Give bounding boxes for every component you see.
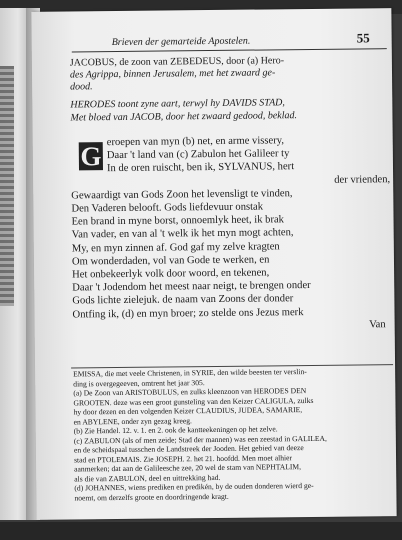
poem-line: Om wonderdaden, vol van Gode te werken, en [71,254,270,268]
footnote-line: stad en PTOLEMAIS. Zie JOSEPH. 2. het 21. hoofdd. Men moet alhier [73,452,293,464]
poem-line: Daar 't Jodendom het meest naar neigt, te brengen onder [72,280,311,294]
poem-line: Daar 't land van (c) Zabulon het Galileer ty [106,148,290,162]
poem-line: Het onbekeerlyk volk door woord, en tekenen, [72,267,270,281]
left-page-illustration [0,66,14,306]
chapter-summary [70,96,390,124]
poem-line: der vrienden, [334,173,391,186]
footnote-line: en ABYLENE, onder zyn gezag kreeg. [73,415,192,426]
summary-line: Met bloed van JACOB, door het zwaard gedood, beklad. [70,109,298,123]
summary-line: HERODES toont zyne aart, terwyl hy DAVIDS STAD, [70,97,285,111]
poem-line: Den Vaderen belooft. Gods liefdevuur onstak [71,201,264,215]
footnote-line: en de scheidspaal tusschen de Landstreek der Jooden. Het gebied van deeze [73,443,304,455]
background-bottom [0,522,402,540]
footnote-line: GROOTEN. deze was een groot gunsteling van den Keizer CALIGULA, zulks [73,395,314,407]
catchword: Van [369,319,386,331]
heading-line: des Agrippa, binnen Jerusalem, met het zwaard ge- [69,67,276,81]
poem-line: Gewaardigt van Gods Zoon het levensligt te vinden, [71,187,293,202]
poem-line: My, en myn zinnen af. God gaf my zelve kragten [71,240,280,255]
poem-line: Ontfing ik, (d) en myn broer; zo stelde ons Jezus merk [72,306,304,321]
heading-line: dood. [70,81,93,93]
running-header: Brieven der gemarteide Apostelen. [111,35,251,49]
footnote-line: noemt, om derzelfs groote en doordringende kragt. [74,491,229,502]
footnote-line: (b) Zie Handel. 12. v. 1. en 2. ook de kantteekeningen op het zelve. [73,424,278,436]
chapter-heading [70,54,390,93]
footnote-line: (d) JOHANNES, wiens prediken en predikén, by de ouden donderen wierd ge- [74,480,314,493]
poem-line: Gods lichte zielejuk. de naam van Zoons der donder [72,293,294,307]
drop-cap: G [80,141,102,172]
footnote-line: EMISSA, die met veele Christenen, in SYRIE, den wilde beesten ter verslin- [73,367,307,379]
footnote-line: hy door dezen en den volgenden Keizer CLAUDIUS, JUDEA, SAMARIE, [73,405,303,417]
poem-line: eroepen van myn (b) net, en arme vissery, [106,135,285,149]
poem [71,133,398,334]
footnote-line: (c) ZABULON (als of men zeide; Stad der mannen) was een zeestad in GALILEA, [73,433,327,445]
footnotes [73,366,396,502]
footnote-line: aanmerken; dat aan de Galileesche zee, 20 wel de stam van NEPHTALIM, [74,462,302,474]
footnote-line: ding is overgegeeven, omtrent het jaar 305. [73,377,205,388]
footnote-line: (a) De Zoon van ARISTOBULUS, en zulks kleenzoon van HERODES DEN [73,386,307,398]
poem-line: Een brand in myne borst, onnoemlyk heet, ik brak [71,214,285,228]
book-page [31,8,396,520]
poem-line: In de oren ruischt, ben ik, SYLVANUS, hert [106,161,295,175]
heading-line: JACOBUS, de zoon van ZEBEDEUS, door (a) Hero- [69,55,285,69]
footnote-line: als die van ZABULON, deel en uittrekking had. [74,472,221,483]
header-rule [72,48,387,52]
poem-line: Van vader, en van al 't welk ik het myn mogt achten, [71,227,294,241]
page-number: 55 [356,30,370,46]
